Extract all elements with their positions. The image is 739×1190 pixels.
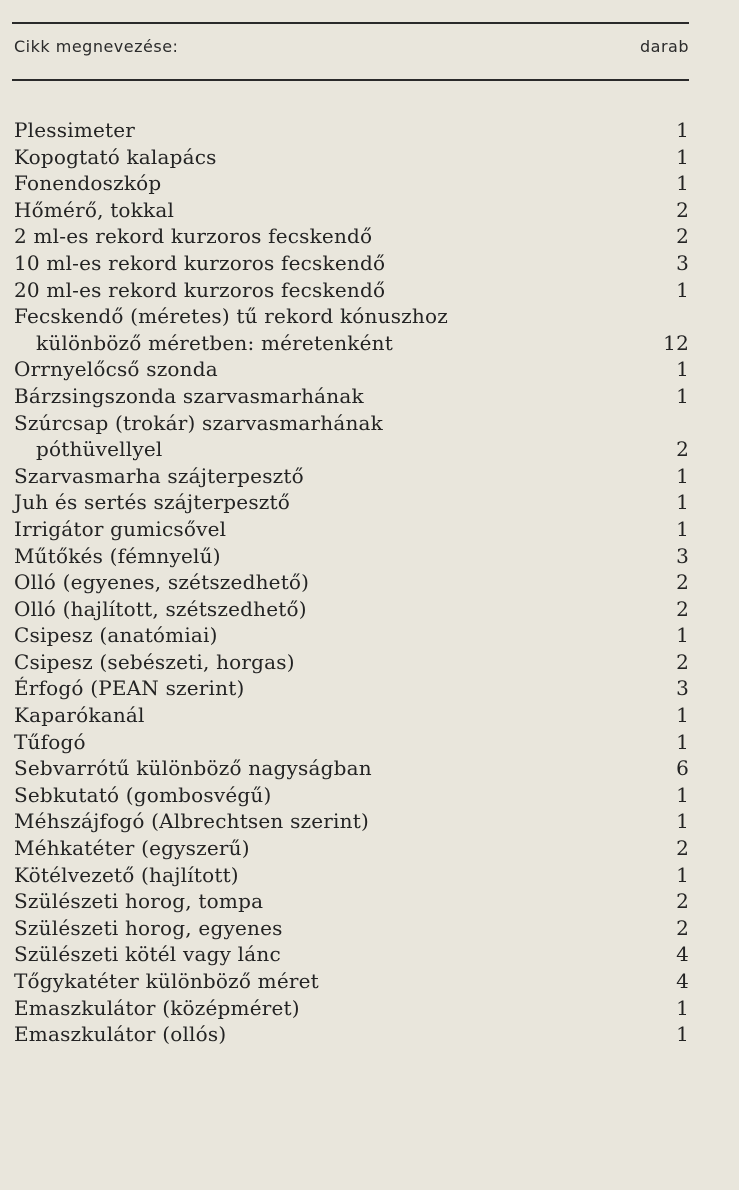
- item-quantity: 1: [676, 516, 689, 541]
- item-quantity: 2: [676, 596, 689, 621]
- list-item: [14, 170, 689, 197]
- list-item: [14, 835, 689, 862]
- list-item: [14, 702, 689, 729]
- list-item: [14, 729, 689, 756]
- item-name: Kaparókanál: [14, 703, 145, 728]
- item-name: Szülészeti kötél vagy lánc: [14, 942, 281, 967]
- item-quantity: 2: [676, 649, 689, 674]
- item-name: Hőmérő, tokkal: [14, 197, 175, 222]
- item-quantity: 3: [676, 543, 689, 568]
- list-item: [14, 250, 689, 277]
- table-header: [14, 37, 689, 56]
- list-item: [14, 144, 689, 171]
- item-name: Bárzsingszonda szarvasmarhának: [14, 383, 364, 408]
- list-item: [14, 463, 689, 490]
- item-name: Sebkutató (gombosvégű): [14, 782, 272, 807]
- list-item: [14, 117, 689, 144]
- item-list: [14, 117, 689, 1048]
- list-item: [14, 941, 689, 968]
- item-quantity: 2: [676, 197, 689, 222]
- item-name: Tűfogó: [14, 729, 86, 754]
- item-quantity: 1: [676, 729, 689, 754]
- item-name: Fonendoszkóp: [14, 171, 162, 196]
- item-quantity: 12: [663, 330, 689, 355]
- item-quantity: 1: [676, 277, 689, 302]
- list-item: [14, 330, 689, 357]
- header-rule: [12, 79, 689, 81]
- item-name: Emaszkulátor (ollós): [14, 1022, 227, 1047]
- item-name: Kötélvezető (hajlított): [14, 862, 239, 887]
- item-quantity: 1: [676, 118, 689, 142]
- item-quantity: 2: [676, 915, 689, 940]
- item-name: Szülészeti horog, egyenes: [14, 915, 283, 940]
- item-quantity: 1: [676, 782, 689, 807]
- item-quantity: 1: [676, 357, 689, 382]
- item-name: Olló (egyenes, szétszedhető): [14, 570, 310, 595]
- item-name: Érfogó (PEAN szerint): [14, 676, 245, 701]
- list-item: [14, 649, 689, 676]
- list-item: [14, 277, 689, 304]
- list-item: [14, 862, 689, 889]
- item-name: Csipesz (anatómiai): [14, 623, 218, 648]
- quantity-column-header: darab: [640, 37, 689, 56]
- item-name: különböző méretben: méretenként: [36, 330, 393, 355]
- list-item: [14, 569, 689, 596]
- item-quantity: 2: [676, 437, 689, 462]
- item-quantity: 1: [676, 144, 689, 169]
- item-quantity: 2: [676, 570, 689, 595]
- item-name: Orrnyelőcső szonda: [14, 357, 218, 382]
- item-quantity: 2: [676, 836, 689, 861]
- item-name: Méhszájfogó (Albrechtsen szerint): [14, 809, 369, 834]
- item-quantity: 6: [676, 756, 689, 781]
- list-item: [14, 1021, 689, 1048]
- item-name: Fecskendő (méretes) tű rekord kónuszhoz: [14, 304, 448, 329]
- list-item: [14, 995, 689, 1022]
- item-quantity: 1: [676, 623, 689, 648]
- item-quantity: 1: [676, 995, 689, 1020]
- item-name: 2 ml-es rekord kurzoros fecskendő: [14, 224, 373, 249]
- item-column-header: Cikk megnevezése:: [14, 37, 179, 56]
- item-quantity: 4: [676, 942, 689, 967]
- item-name: Emaszkulátor (középméret): [14, 995, 300, 1020]
- item-name: póthüvellyel: [36, 437, 163, 462]
- item-quantity: 3: [676, 676, 689, 701]
- item-name: Szúrcsap (trokár) szarvasmarhának: [14, 410, 383, 435]
- list-item: [14, 410, 689, 437]
- item-quantity: 3: [676, 250, 689, 275]
- list-item: [14, 968, 689, 995]
- item-quantity: 1: [676, 1022, 689, 1047]
- item-quantity: 4: [676, 969, 689, 993]
- list-item: [14, 436, 689, 463]
- item-name: Csipesz (sebészeti, horgas): [14, 649, 295, 674]
- list-item: [14, 915, 689, 942]
- list-item: [14, 782, 689, 809]
- item-quantity: 1: [676, 171, 689, 196]
- list-item: [14, 543, 689, 570]
- item-name: Sebvarrótű különböző nagyságban: [14, 756, 372, 781]
- list-item: [14, 303, 689, 330]
- list-item: [14, 596, 689, 623]
- item-quantity: 1: [676, 383, 689, 408]
- list-item: [14, 755, 689, 782]
- item-name: 10 ml-es rekord kurzoros fecskendő: [14, 250, 386, 275]
- item-name: Juh és sertés szájterpesztő: [14, 490, 291, 515]
- top-rule: [12, 22, 689, 24]
- item-quantity: 1: [676, 463, 689, 488]
- item-name: Kopogtató kalapács: [14, 144, 217, 169]
- item-name: Méhkatéter (egyszerű): [14, 836, 250, 861]
- item-name: Szülészeti horog, tompa: [14, 889, 264, 914]
- item-name: Olló (hajlított, szétszedhető): [14, 596, 307, 621]
- list-item: [14, 223, 689, 250]
- item-quantity: 2: [676, 224, 689, 249]
- item-name: Műtőkés (fémnyelű): [14, 543, 221, 568]
- list-item: [14, 197, 689, 224]
- item-quantity: 1: [676, 862, 689, 887]
- list-item: [14, 356, 689, 383]
- list-item: [14, 622, 689, 649]
- list-item: [14, 383, 689, 410]
- list-item: [14, 808, 689, 835]
- item-name: Szarvasmarha szájterpesztő: [14, 463, 304, 488]
- list-item: [14, 675, 689, 702]
- item-quantity: 2: [676, 889, 689, 914]
- item-name: Plessimeter: [14, 118, 136, 142]
- list-item: [14, 888, 689, 915]
- item-name: Tőgykatéter különböző méret: [14, 969, 319, 993]
- item-quantity: 1: [676, 703, 689, 728]
- list-item: [14, 489, 689, 516]
- item-quantity: 1: [676, 809, 689, 834]
- list-item: [14, 516, 689, 543]
- item-name: Irrigátor gumicsővel: [14, 516, 227, 541]
- item-quantity: 1: [676, 490, 689, 515]
- item-name: 20 ml-es rekord kurzoros fecskendő: [14, 277, 386, 302]
